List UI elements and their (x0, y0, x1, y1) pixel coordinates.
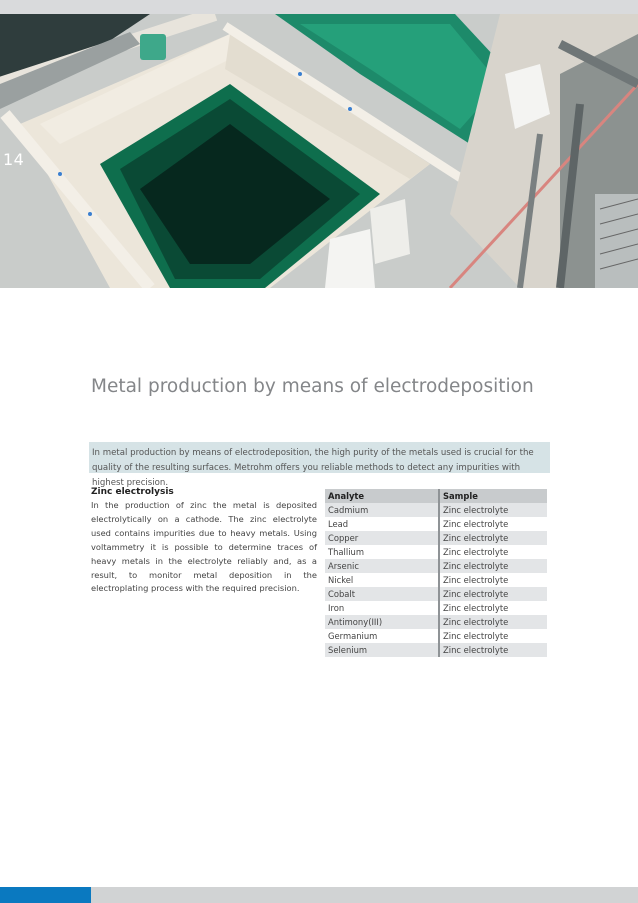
analyte-cell: Copper (325, 531, 439, 545)
page-title: Metal production by means of electrodeposition (91, 376, 534, 397)
sample-cell: Zinc electrolyte (439, 643, 547, 657)
sample-cell: Zinc electrolyte (443, 547, 509, 557)
zinc-electrolysis-section (91, 487, 317, 596)
table-row (325, 545, 547, 559)
table-row (325, 531, 547, 545)
table-row (325, 601, 547, 615)
intro-text: In metal production by means of electrodeposition, the high purity of the metals used is crucial for the quality of the resulting surfaces. Metrohm offers you reliable methods to detect any impurities with highest precision. (92, 448, 534, 488)
sample-cell: Zinc electrolyte (443, 631, 509, 641)
table-header-sample: Sample (439, 489, 547, 503)
section-body: In the production of zinc the metal is deposited electrolytically on a cathode. The zinc electrolyte used contains impurities due to heavy metals. Using voltammetry it is possible to determine traces of heavy metals in the electrolyte reliably and, as a result, to monitor metal deposition in the electroplating process with the required precision. (91, 500, 317, 594)
table-row (325, 503, 547, 517)
footer-accent (0, 887, 91, 903)
sample-cell: Zinc electrolyte (439, 615, 547, 629)
analyte-cell: Antimony(III) (325, 615, 439, 629)
analyte-cell: Arsenic (325, 559, 439, 573)
sample-cell: Zinc electrolyte (443, 519, 509, 529)
analyte-cell: Nickel (325, 573, 439, 587)
page-number: 14 (3, 150, 25, 169)
electroplating-tanks-photo (0, 14, 638, 288)
analyte-cell: Germanium (325, 629, 439, 643)
analyte-table (325, 489, 547, 657)
analyte-cell: Iron (325, 601, 439, 615)
table-row (325, 629, 547, 643)
analyte-cell: Cadmium (325, 503, 439, 517)
analyte-cell: Lead (325, 517, 439, 531)
table-row (325, 643, 547, 657)
sample-cell: Zinc electrolyte (439, 587, 547, 601)
analyte-cell: Selenium (325, 643, 439, 657)
sample-cell: Zinc electrolyte (439, 559, 547, 573)
analyte-cell: Thallium (325, 545, 439, 559)
table-row (325, 573, 547, 587)
footer-bar (91, 887, 638, 903)
table-row (325, 517, 547, 531)
section-heading: Zinc electrolysis (91, 487, 174, 497)
intro-box (89, 442, 550, 488)
table-row (325, 559, 547, 573)
sample-cell: Zinc electrolyte (443, 603, 509, 613)
sample-cell: Zinc electrolyte (439, 531, 547, 545)
sample-cell: Zinc electrolyte (443, 575, 509, 585)
sample-cell: Zinc electrolyte (439, 503, 547, 517)
table-header-row (325, 489, 547, 503)
top-bar (0, 0, 638, 14)
table-header-analyte: Analyte (325, 489, 439, 503)
analyte-cell: Cobalt (325, 587, 439, 601)
table-row (325, 615, 547, 629)
table-row (325, 587, 547, 601)
